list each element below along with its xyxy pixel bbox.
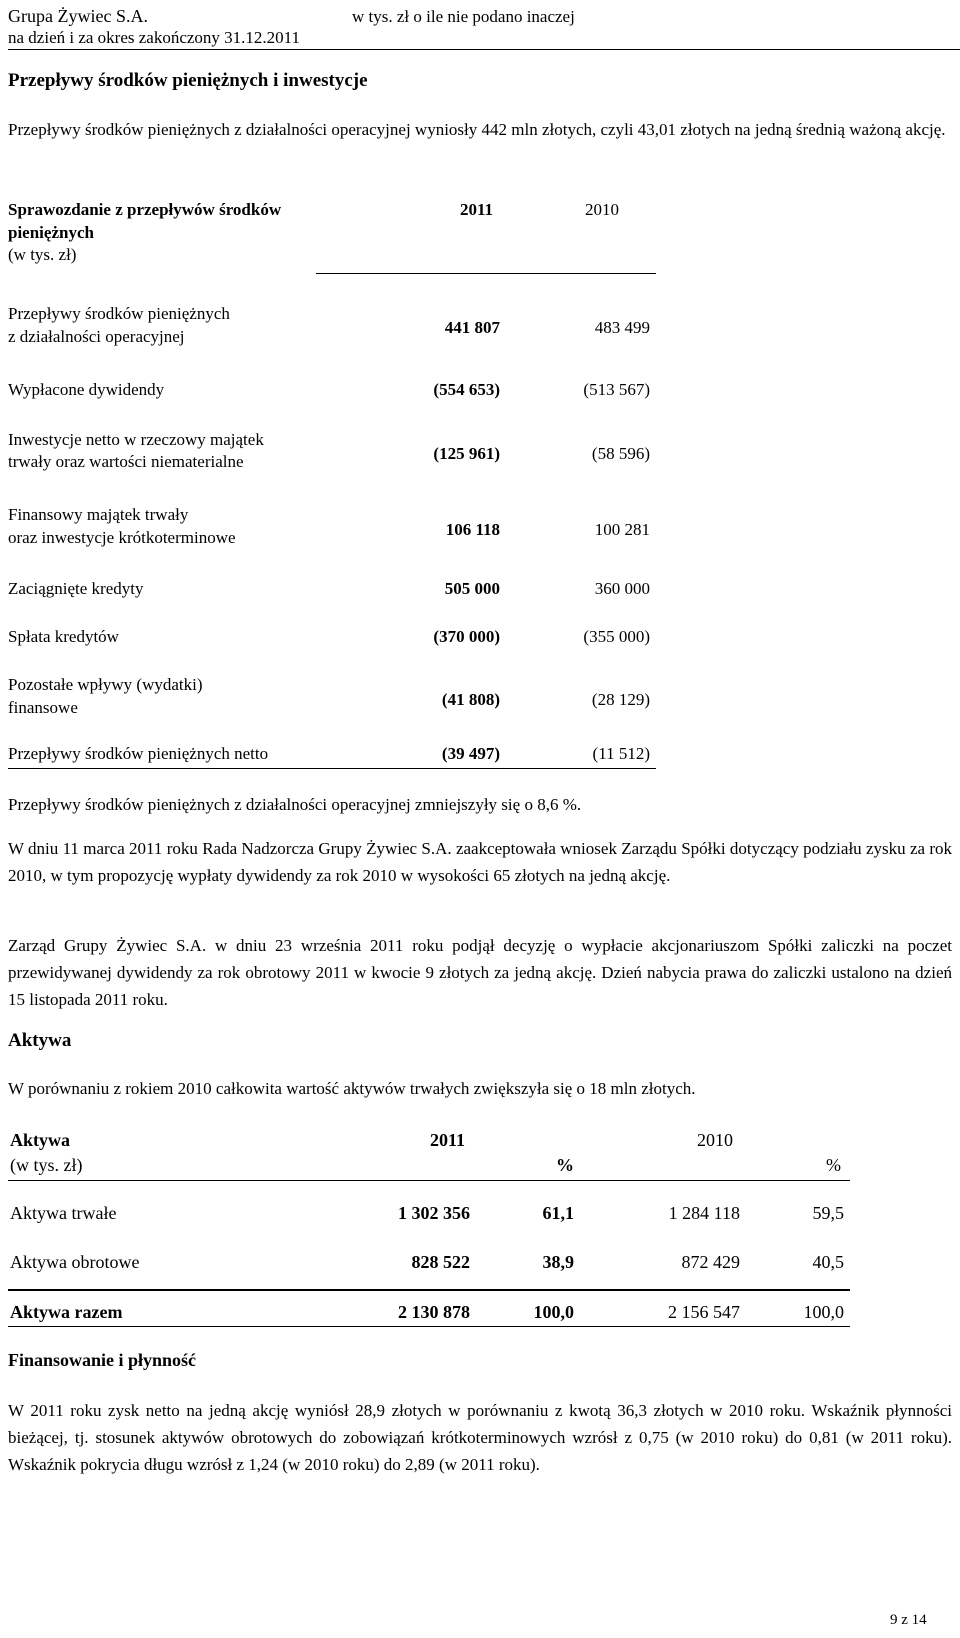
cash-row-2011: (370 000) — [433, 627, 500, 646]
advance-dividend-paragraph: Zarząd Grupy Żywiec S.A. w dniu 23 września 2011 roku podjął decyzję o wypłacie akcjonariuszom Spółki zaliczki na poczet przewidywanej dywidendy za rok obrotowy 2011 w kwocie 9 złotych za jedną akcję. Dzień nabycia prawa do zaliczki ustalono na dzień 15 listopada 2011 roku. — [8, 936, 952, 1009]
assets-row-2011: 828 522 — [411, 1252, 470, 1272]
cash-row-2010: (58 596) — [591, 444, 650, 463]
cash-row-2010: (513 567) — [583, 380, 650, 399]
cash-row-2011: 106 118 — [445, 520, 500, 539]
cash-col-2011: 2011 — [460, 200, 494, 219]
assets-total-pct-2010: 100,0 — [803, 1302, 844, 1322]
assets-row-pct-2010: 59,5 — [812, 1203, 844, 1223]
assets-col-2011: 2011 — [430, 1130, 466, 1150]
cash-row-label: Zaciągnięte kredyty — [8, 579, 144, 598]
cash-row-2010: (28 129) — [591, 690, 650, 709]
assets-row-label: Aktywa obrotowe — [10, 1252, 140, 1272]
cash-total-2011: (39 497) — [441, 744, 500, 763]
assets-row-label: Aktywa trwałe — [10, 1203, 117, 1223]
cash-header-rule — [316, 273, 656, 274]
assets-header-rule — [8, 1180, 850, 1181]
cash-row-label: Wypłacone dywidendy — [8, 380, 165, 399]
assets-total-rule — [8, 1326, 850, 1327]
assets-row-2011: 1 302 356 — [398, 1203, 470, 1223]
finance-paragraph: W 2011 roku zysk netto na jedną akcję wyniósł 28,9 złotych w porównaniu z kwotą 36,3 złotych w 2010 roku. Wskaźnik płynności bieżącej, tj. stosunek aktywów obrotowych do zobowiązań krótkoterminowych wzrósł z 0,75 (w 2010 roku) do 0,81 (w 2011 roku). Wskaźnik pokrycia długu wzrósł z 1,24 (w 2010 roku) do 2,89 (w 2011 roku). — [8, 1401, 952, 1474]
cash-row-2010: 360 000 — [594, 579, 650, 598]
assets-row-pct-2011: 38,9 — [542, 1252, 574, 1272]
assets-row-pct-2010: 40,5 — [812, 1252, 844, 1272]
assets-total-label: Aktywa razem — [10, 1302, 123, 1322]
cash-row-2011: 505 000 — [444, 579, 500, 598]
unit-note: w tys. zł o ile nie podano inaczej — [352, 7, 575, 26]
assets-total-2011: 2 130 878 — [398, 1302, 470, 1322]
cash-table-title-2: pieniężnych — [8, 223, 94, 242]
page-number: 9 z 14 — [890, 1612, 927, 1628]
assets-col-pct-2011: % — [556, 1155, 574, 1175]
cash-row-2010: 483 499 — [594, 318, 650, 337]
cash-section-heading: Przepływy środków pieniężnych i inwestycje — [8, 70, 368, 91]
cash-row-label: Spłata kredytów — [8, 627, 119, 646]
cash-change-paragraph: Przepływy środków pieniężnych z działalności operacyjnej zmniejszyły się o 8,6 %. — [8, 795, 582, 814]
assets-table-unit: (w tys. zł) — [10, 1155, 83, 1175]
assets-total-top-rule — [8, 1289, 850, 1291]
assets-row-pct-2011: 61,1 — [542, 1203, 574, 1223]
cash-row-label: Pozostałe wpływy (wydatki) — [8, 675, 203, 694]
cash-row-2011: (554 653) — [433, 380, 500, 399]
assets-total-pct-2011: 100,0 — [533, 1302, 574, 1322]
header-rule — [8, 49, 960, 50]
report-period: na dzień i za okres zakończony 31.12.2011 — [8, 28, 301, 47]
cash-row-label: Inwestycje netto w rzeczowy majątek — [8, 430, 264, 449]
assets-row-2010: 1 284 118 — [668, 1203, 740, 1223]
cash-row-label: oraz inwestycje krótkoterminowe — [8, 528, 236, 547]
cash-row-2011: (41 808) — [441, 690, 500, 709]
finance-heading: Finansowanie i płynność — [8, 1350, 197, 1370]
cash-row-2011: 441 807 — [444, 318, 500, 337]
cash-table-unit: (w tys. zł) — [8, 245, 77, 264]
assets-total-2010: 2 156 547 — [668, 1302, 740, 1322]
assets-table-title: Aktywa — [10, 1130, 71, 1150]
cash-row-label: Finansowy majątek trwały — [8, 505, 189, 524]
cash-table-title: Sprawozdanie z przepływów środków — [8, 200, 282, 219]
cash-total-label: Przepływy środków pieniężnych netto — [8, 744, 269, 763]
cash-col-2010: 2010 — [585, 200, 619, 219]
cash-intro-paragraph: Przepływy środków pieniężnych z działalności operacyjnej wyniosły 442 mln złotych, czyli 43,01 złotych na jedną średnią ważoną akcję. — [8, 120, 946, 139]
cash-row-label: Przepływy środków pieniężnych — [8, 304, 230, 323]
cash-row-label: z działalności operacyjnej — [8, 327, 185, 346]
cash-row-2010: 100 281 — [594, 520, 650, 539]
dividend-paragraph: W dniu 11 marca 2011 roku Rada Nadzorcza Grupy Żywiec S.A. zaakceptowała wniosek Zarządu Spółki dotyczący podziału zysku za rok 2010, w tym propozycję wypłaty dywidendy za rok 2010 w wysokości 65 złotych na jedną akcję. — [8, 839, 952, 885]
assets-heading: Aktywa — [8, 1030, 72, 1051]
assets-intro-paragraph: W porównaniu z rokiem 2010 całkowita wartość aktywów trwałych zwiększyła się o 18 mln złotych. — [8, 1079, 696, 1098]
cash-row-label: finansowe — [8, 698, 78, 717]
assets-row-2010: 872 429 — [681, 1252, 740, 1272]
assets-col-2010: 2010 — [697, 1130, 733, 1150]
cash-total-rule — [8, 768, 656, 769]
cash-row-2011: (125 961) — [433, 444, 500, 463]
cash-row-2010: (355 000) — [583, 627, 650, 646]
assets-col-pct-2010: % — [826, 1155, 841, 1175]
cash-total-2010: (11 512) — [592, 744, 650, 763]
cash-row-label: trwały oraz wartości niematerialne — [8, 452, 244, 471]
company-name: Grupa Żywiec S.A. — [8, 6, 148, 26]
